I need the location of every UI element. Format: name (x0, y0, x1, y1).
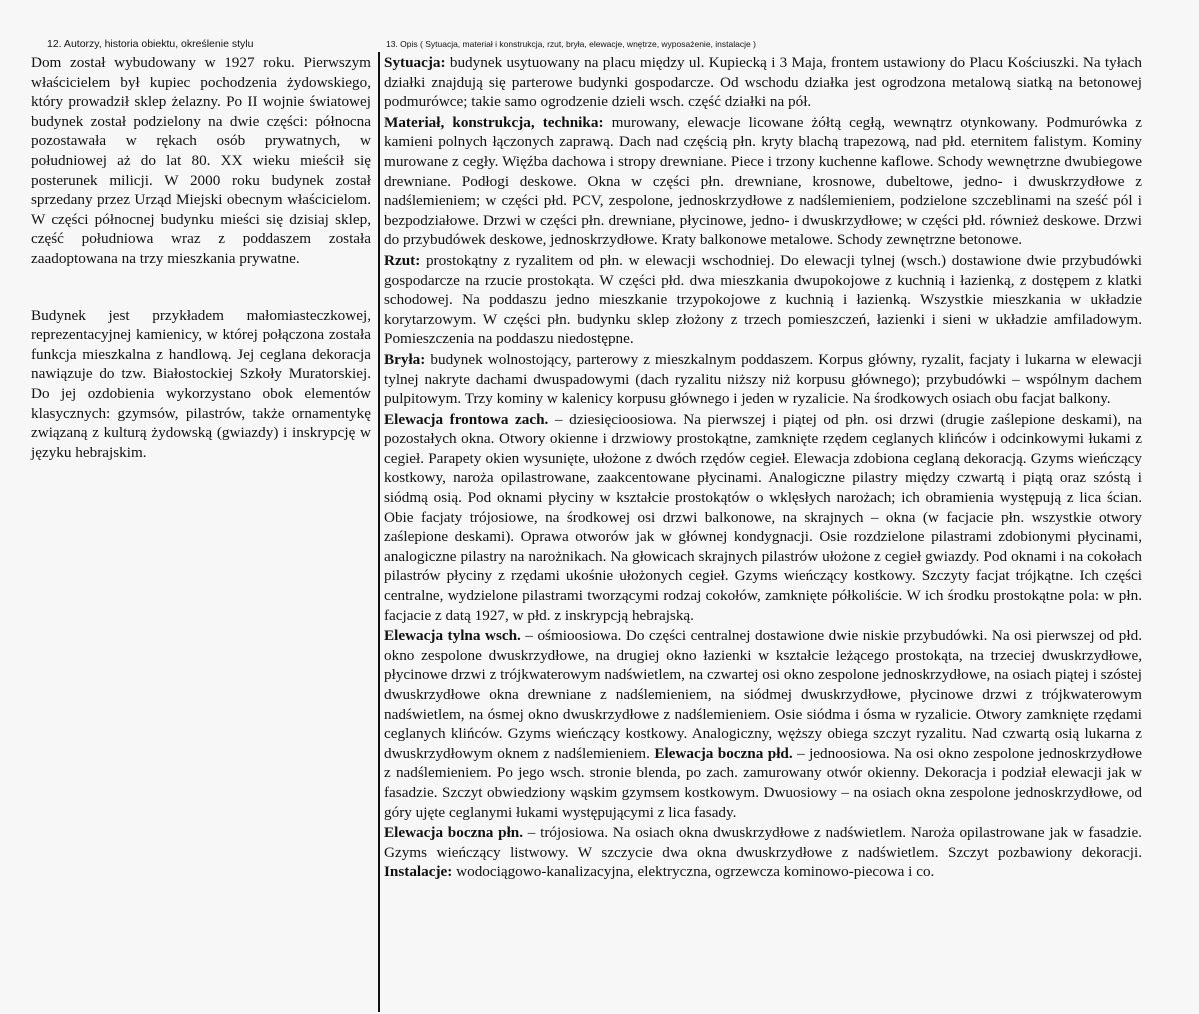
section-text: budynek wolnostojący, parterowy z mieszkalnym poddaszem. Korpus główny, ryzalit, facjaty i lukarna w elewacji tylnej nakryte dachami dwuspadowymi (dach ryzalitu niższy niż korpusu głównego); przybudówki – wspólnym dachem pulpitowym. Trzy kominy w kalenicy korpusu głównego i jeden w ryzalicie. Na środkowych osiach obu facjat balkony. (384, 350, 1142, 408)
section-label: Materiał, konstrukcja, technika: (384, 113, 604, 131)
section-text: – ośmioosiowa. Do części centralnej dostawione dwie niskie przybudówki. Na osi pierwszej od płd. okno zespolone dwuskrzydłowe, na drugiej okno łazienki w kształcie leżącego prostokąta, na trzeciej dwuskrzydłowe, płycinowe drzwi z trójkwaterowym nadświetlem, na czwartej osi okno zespolone jednoskrzydłowe, na osiach piątej i szóstej dwuskrzydłowe okna drewniane z nadślemieniem, na siódmej dwuskrzydłowe, płycinowe drzwi z trójkwaterowym nadświetlem, na ósmej okno dwuskrzydłowe z nadślemieniem. Osie siódma i ósma w ryzalicie. Otwory zamknięte rzędami ceglanych klińców. Gzyms wieńczący kostkowy. Analogiczny, węższy obiega szczyt ryzalitu. Nad czwartą osią lukarna z dwuskrzydłowym oknem z nadślemieniem. (384, 627, 1142, 762)
section-bryla (384, 350, 1142, 409)
section-text: budynek usytuowany na placu między ul. Kupiecką i 3 Maja, frontem ustawiony do Placu Kościuszki. Na tyłach działki znajdują się parterowe budynki gospodarcze. Od wschodu działka jest ogrodzona metalową siatką na betonowej podmurówce; takie samo ogrodzenie dzieli wsch. część działki na pół. (384, 54, 1142, 111)
paragraph-gap (31, 269, 371, 306)
section-material (384, 113, 1142, 250)
section-sytuacja (384, 53, 1142, 112)
section-rzut (384, 251, 1142, 349)
left-column-header: 12. Autorzy, historia obiektu, określenie stylu (47, 38, 254, 50)
section-label: Elewacja tylna wsch. (384, 627, 521, 645)
section-text: – trójosiowa. Na osiach okna dwuskrzydłowe z nadświetlem. Naroża opilastrowane jak w fasadzie. Gzyms wieńczący listwowy. W szczycie dwa okna dwuskrzydłowe z nadświetlem. Szczyt pozbawiony dekoracji. (384, 824, 1142, 861)
section-label: Rzut: (384, 251, 421, 269)
right-column-header: 13. Opis ( Sytuacja, materiał i konstrukcja, rzut, bryła, elewacje, wnętrze, wyposażenie, instalacje ) (386, 39, 756, 49)
section-text: – jednoosiowa. Na osi okno zespolone jednoskrzydłowe z nadślemieniem. Po jego wsch. stronie blenda, po zach. zamurowany otwór okienny. Dekoracja i podział elewacji jak w fasadzie. Szczyt obwiedziony wąskim gzymsem kostkowym. Dwuosiowy – na osiach okna zespolone jednoskrzydłowe, od góry ujęte ceglanymi łukami występującymi z lica fasady. (384, 744, 1142, 821)
section-elewacja-boczna-pln (384, 823, 1142, 882)
history-paragraph: Dom został wybudowany w 1927 roku. Pierwszym właścicielem był kupiec pochodzenia żydowskiego, który prowadził sklep żelazny. Po II wojnie światowej budynek został podzielony na dwie części: północna pozostawała w rękach osób prywatnych, w południowej aż do lat 80. XX wieku mieścił się posterunek milicji. W 2000 roku budynek został sprzedany przez Urząd Miejski obecnym właścicielom. W części północnej budynku mieści się dzisiaj sklep, część południowa wraz z poddaszem została zaadoptowana na trzy mieszkania prywatne. (31, 54, 371, 267)
section-text: – dziesięcioosiowa. Na pierwszej i piątej od płn. osi drzwi (drugie zaślepione deskami), na pozostałych okna. Otwory okienne i drzwiowy prostokątne, zamknięte rzędem ceglanych klińców i odcinkowymi łukami z cegieł. Parapety okien wysunięte, ułożone z dwóch rzędów cegieł. Elewacja zdobiona ceglaną dekoracją. Gzyms wieńczący kostkowy, naroża opilastrowane, zaakcentowane płycinami. Analogiczne pilastry między czwartą i piątą oraz szóstą i siódmą osią. Pod oknami płyciny w kształcie prostokątów o wklęsłych narożach; ich obramienia występują z lica ścian. Obie facjaty trójosiowe, na środkowej osi drzwi balkonowe, na skrajnych – okna (w facjacie płn. wszystkie otwory zaślepione deskami). Oprawa otworów jak w głównej kondygnacji. Osie rozdzielone pilastrami zdobionymi płycinami, analogiczne pilastry na narożnikach. Na głowicach skrajnych pilastrów ułożone z cegieł gwiazdy. Pod oknami i na cokołach pilastrów płyciny z rzędami ukośnie ułożonych cegieł. Gzyms wieńczący kostkowy. Szczyty facjat trójkątne. Ich części centralne, wydzielone pilastrami tworzącymi rodzaj cokołów, zamknięte półkoliście. W ich środku prostokątne pola: w płn. facjacie z datą 1927, w płd. z inskrypcją hebrajską. (384, 410, 1142, 624)
right-column (380, 37, 1142, 883)
section-elewacja-tylna (384, 626, 1142, 822)
left-column (31, 37, 371, 462)
section-text: prostokątny z ryzalitem od płn. w elewacji wschodniej. Do elewacji tylnej (wsch.) dostawione dwie przybudówki gospodarcze na rzucie prostokąta. W części płd. dwa mieszkania dwupokojowe z kuchnią i łazienką, z dostępem z klatki schodowej. Na poddaszu jedno mieszkanie trzypokojowe z kuchnią i łazienką. Wszystkie mieszkania w układzie korytarzowym. W części płn. budynku sklep złożony z trzech pomieszczeń, łazienki i sieni w układzie amfiladowym. Pomieszczenia na poddaszu niedostępne. (384, 251, 1142, 348)
section-elewacja-frontowa (384, 410, 1142, 626)
style-paragraph: Budynek jest przykładem małomiasteczkowej, reprezentacyjnej kamienicy, w której połączona została funkcja mieszkalna z handlową. Jej ceglana dekoracja nawiązuje do tzw. Białostockiej Szkoły Muratorskiej. Do jej ozdobienia wykorzystano obok elementów klasycznych: gzymsów, pilastrów, także ornamentykę związaną z kulturą żydowską (gwiazdy) i inskrypcję w języku hebrajskim. (31, 306, 371, 461)
section-label: Elewacja frontowa zach. (384, 410, 549, 428)
section-label: Instalacje: (384, 863, 453, 881)
section-text: murowany, elewacje licowane żółtą cegłą, wewnątrz otynkowany. Podmurówka z kamieni polnych łączonych zaprawą. Dach nad częścią płn. kryty blachą trapezową, nad płd. eternitem falistym. Kominy murowane z cegły. Więźba dachowa i stropy drewniane. Piece i trzony kuchenne kaflowe. Schody wewnętrzne dwubiegowe drewniane. Podłogi deskowe. Okna w części płn. drewniane, krosnowe, dubeltowe, jedno- i dwuskrzydłowe z nadślemieniem; w części płd. PCV, zespolone, jednoskrzydłowe z nadślemieniem, podzielone szczeblinami na sześć pól i bezpodziałowe. Drzwi w części płn. drewniane, płycinowe, jedno- i dwuskrzydłowe; w części płd. również deskowe. Drzwi do przybudówek deskowe, jednoskrzydłowe. Kraty balkonowe metalowe. Schody zewnętrzne betonowe. (384, 113, 1143, 249)
section-label: Bryła: (384, 350, 426, 368)
section-label: Elewacja boczna płd. (654, 744, 793, 762)
section-label: Elewacja boczna płn. (384, 824, 524, 842)
section-text: wodociągowo-kanalizacyjna, elektryczna, ogrzewcza kominowo-piecowa i co. (452, 863, 935, 881)
section-label: Sytuacja: (384, 54, 446, 71)
